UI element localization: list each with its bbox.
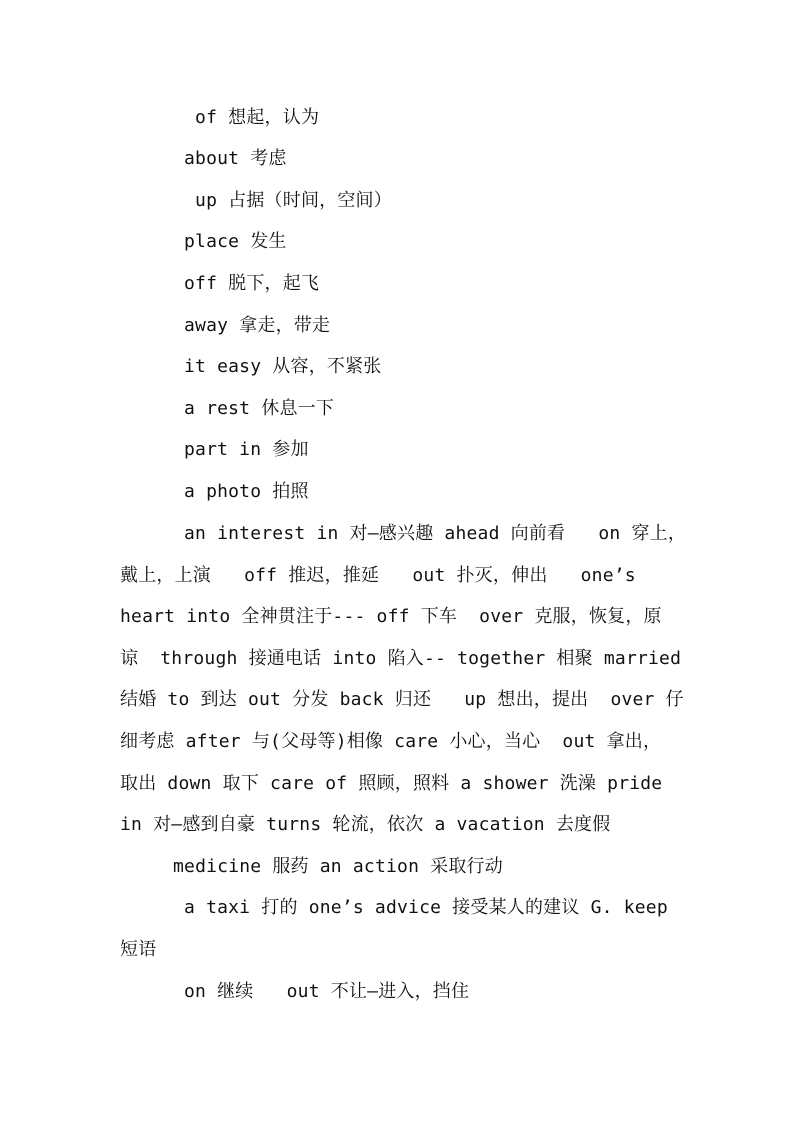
text-line-9: part in 参加 <box>184 439 309 460</box>
text-line-1: of 想起，认为 <box>184 107 320 128</box>
text-line-8: a rest 休息一下 <box>184 398 335 419</box>
text-line-19: medicine 服药 an action 采取行动 <box>173 856 503 877</box>
text-line-18: in 对—感到自豪 turns 轮流，依次 a vacation 去度假 <box>120 814 611 835</box>
text-line-4: place 发生 <box>184 231 287 252</box>
text-line-2: about 考虑 <box>184 148 287 169</box>
text-line-15: 结婚 to 到达 out 分发 back 归还 up 想出，提出 over 仔 <box>120 689 684 710</box>
text-line-10: a photo 拍照 <box>184 481 309 502</box>
text-line-20: a taxi 打的 one’s advice 接受某人的建议 G. keep <box>184 897 668 918</box>
text-line-3: up 占据（时间，空间） <box>184 190 392 211</box>
text-line-22: on 继续 out 不让—进入，挡住 <box>184 981 470 1002</box>
text-line-11: an interest in 对—感兴趣 ahead 向前看 on 穿上， <box>184 523 687 544</box>
text-line-17: 取出 down 取下 care of 照顾，照料 a shower 洗澡 pride <box>120 773 663 794</box>
text-line-5: off 脱下，起飞 <box>184 273 320 294</box>
text-line-7: it easy 从容，不紧张 <box>184 356 382 377</box>
text-line-6: away 拿走，带走 <box>184 315 331 336</box>
text-line-16: 细考虑 after 与(父母等)相像 care 小心，当心 out 拿出， <box>120 731 662 752</box>
text-line-13: heart into 全神贯注于--- off 下车 over 克服，恢复，原 <box>120 606 662 627</box>
text-line-14: 谅 through 接通电话 into 陷入-- together 相聚 married <box>120 648 682 669</box>
text-line-12: 戴上，上演 off 推迟，推延 out 扑灭，伸出 one’s <box>120 565 636 586</box>
text-line-21: 短语 <box>120 939 157 960</box>
